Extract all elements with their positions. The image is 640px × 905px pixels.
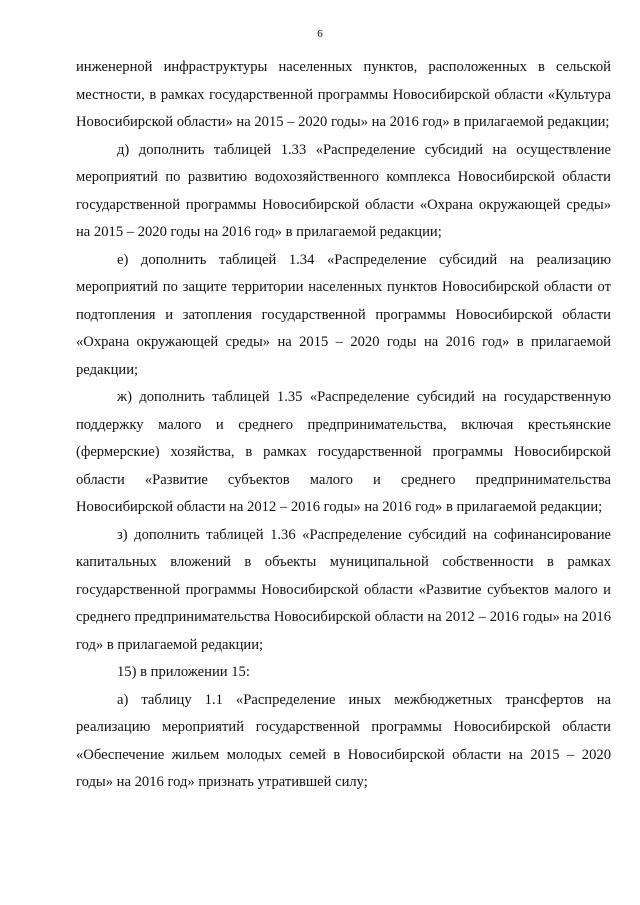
paragraph-item-z: з) дополнить таблицей 1.36 «Распределение субсидий на софинансирование капитальных вложений в объекты муниципальной собственности в рамках государственной программы Новосибирской области «Развитие субъектов малого и среднего предпринимательства Новосибирской области на 2012 – 2016 годы» на 2016 год» в прилагаемой редакции; [76,526,611,653]
paragraph-item-a: а) таблицу 1.1 «Распределение иных межбюджетных трансфертов на реализацию мероприятий государственной программы Новосибирской области «Обеспечение жильем молодых семей в Новосибирской области на 2015 – 2020 годы» на 2016 год» признать утратившей силу; [76,691,611,790]
document-body [76,54,611,797]
paragraph-continuation: инженерной инфраструктуры населенных пунктов, расположенных в сельской местности, в рамках государственной программы Новосибирской области «Культура Новосибирской области» на 2015 – 2020 годы» на 2016 год» в прилагаемой редакции; [76,59,611,130]
paragraph-item-e: е) дополнить таблицей 1.34 «Распределение субсидий на реализацию мероприятий по защите территории населенных пунктов Новосибирской области от подтопления и затопления государственной программы Новосибирской области «Охрана окружающей среды» на 2015 – 2020 годы на 2016 год» в прилагаемой редакции; [76,251,611,378]
paragraph-section-15: 15) в приложении 15: [117,664,250,680]
page-number: 6 [317,28,323,40]
paragraph-item-d: д) дополнить таблицей 1.33 «Распределение субсидий на осуществление мероприятий по развитию водохозяйственного комплекса Новосибирской области государственной программы Новосибирской области «Охрана окружающей среды» на 2015 – 2020 годы на 2016 год» в прилагаемой редакции; [76,141,611,240]
paragraph-item-zh: ж) дополнить таблицей 1.35 «Распределение субсидий на государственную поддержку малого и среднего предпринимательства, включая крестьянские (фермерские) хозяйства, в рамках государственной программы Новосибирской области «Развитие субъектов малого и среднего предпринимательства Новосибирской области на 2012 – 2016 годы» на 2016 год» в прилагаемой редакции; [76,389,611,515]
